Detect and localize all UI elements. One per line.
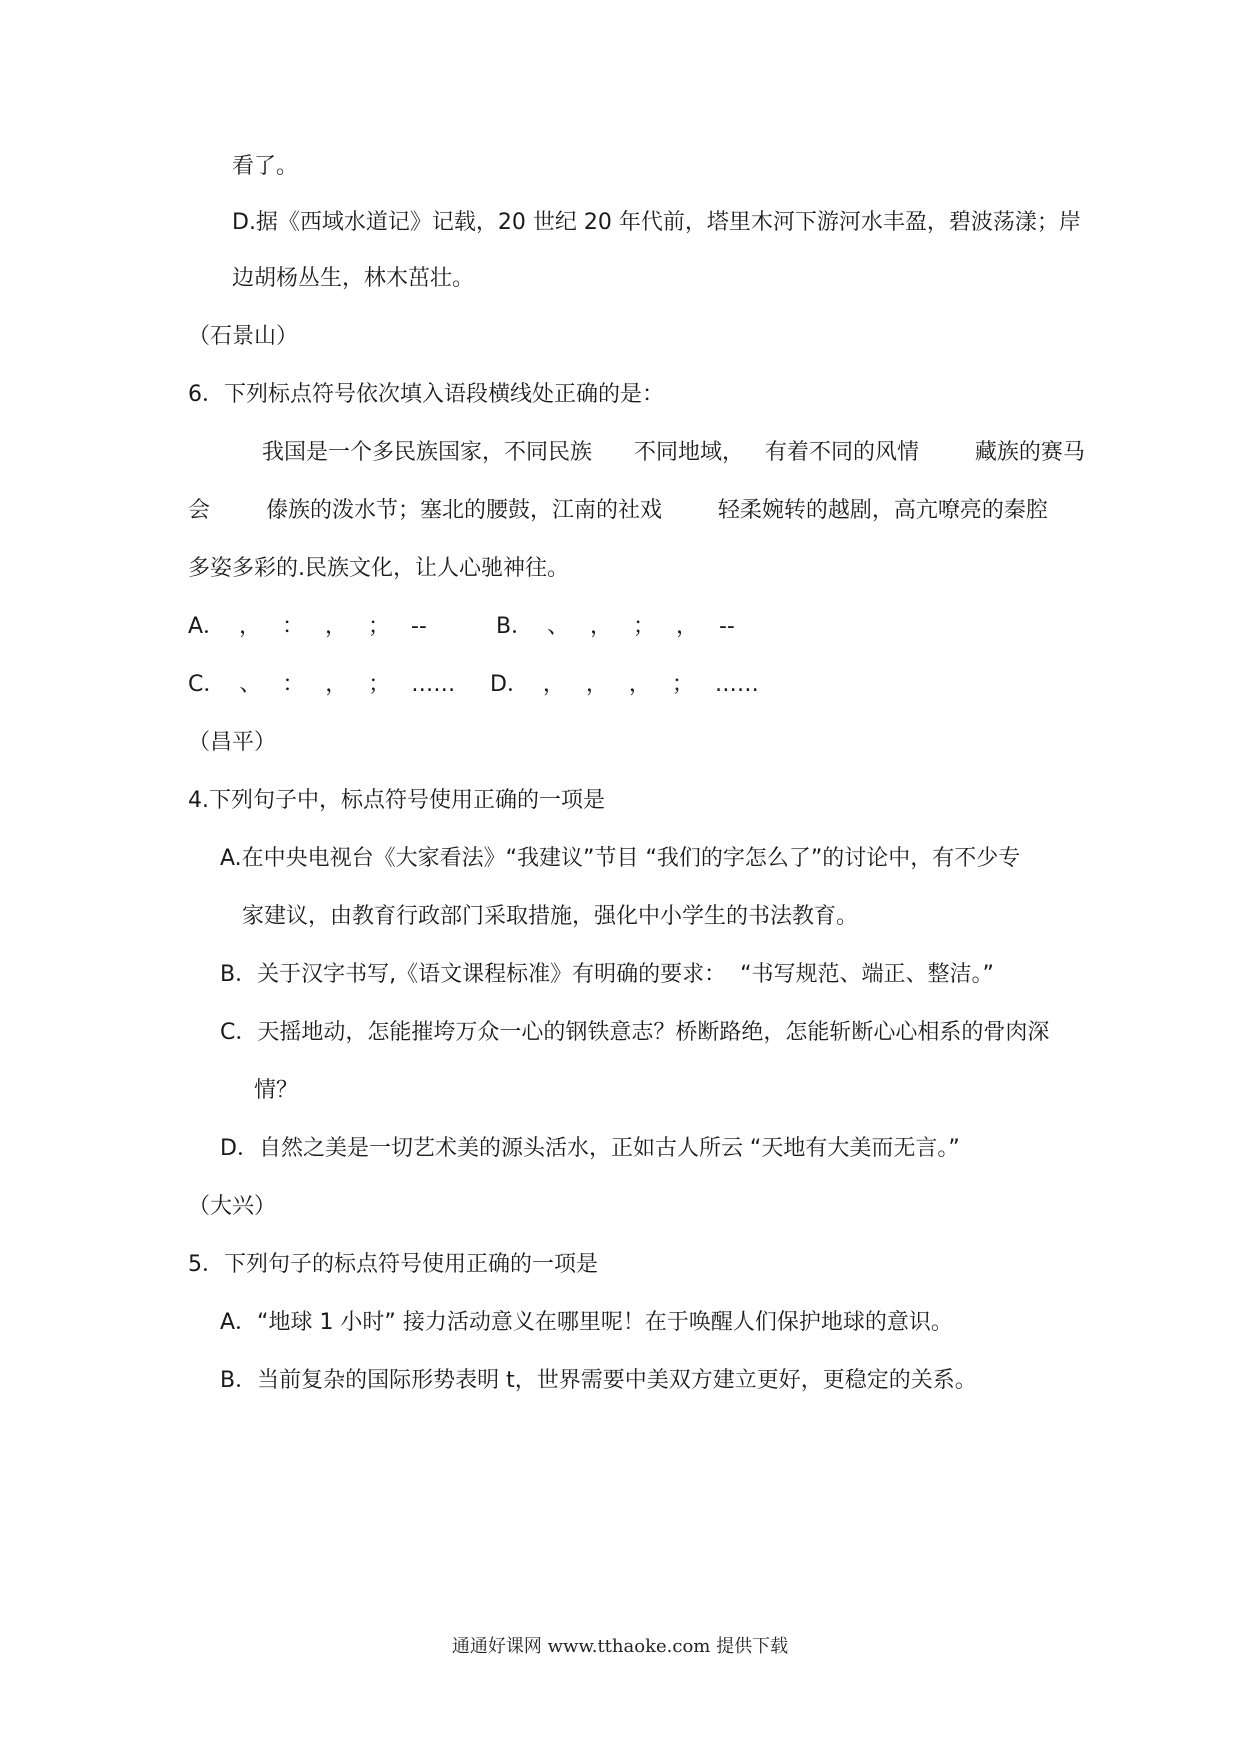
- source-label: （昌平）: [188, 730, 277, 755]
- option-b: B． 、 ， ； ， --: [496, 614, 735, 639]
- question-title: 6．下列标点符号依次填入语段横线处正确的是：: [188, 382, 664, 407]
- source-label: （大兴）: [188, 1194, 277, 1219]
- option-d-text: D.据《西域水道记》记载，20 世纪 20 年代前，塔里木河下游河水丰盈，碧波荡漾；岸: [232, 210, 1081, 235]
- option-c: C． 、 ： ， ； ……: [188, 672, 456, 697]
- text-line: 边胡杨丛生，林木茁壮。: [232, 266, 475, 291]
- option-c: C．天摇地动，怎能摧垮万众一心的钢铁意志？桥断路绝，怎能斩断心心相系的骨肉深: [220, 1020, 1050, 1045]
- option-d: D． ， ， ， ； ……: [490, 672, 759, 697]
- option-b: B．关于汉字书写,《语文课程标准》有明确的要求： “书写规范、端正、整洁。”: [220, 962, 994, 987]
- option-b: B．当前复杂的国际形势表明 t，世界需要中美双方建立更好，更稳定的关系。: [220, 1368, 977, 1393]
- source-label: （石景山）: [188, 324, 299, 349]
- question-title: 5．下列句子的标点符号使用正确的一项是: [188, 1252, 598, 1277]
- option-a: A． ， ： ， ； --: [188, 614, 427, 639]
- passage-line: 我国是一个多民族国家，不同民族 不同地域， 有着不同的风情 藏族的赛马: [262, 440, 1085, 465]
- passage-line: 会 傣族的泼水节；塞北的腰鼓，江南的社戏 轻柔婉转的越剧，高亢嘹亮的秦腔: [188, 498, 1048, 523]
- option-a-continued: 家建议，由教育行政部门采取措施，强化中小学生的书法教育。: [242, 904, 859, 929]
- option-a: A．“地球 1 小时” 接力活动意义在哪里呢！在于唤醒人们保护地球的意识。: [220, 1310, 953, 1335]
- text-line: 看了。: [232, 154, 299, 179]
- option-d: D．自然之美是一切艺术美的源头活水，正如古人所云 “天地有大美而无言。”: [220, 1136, 960, 1161]
- page-footer: 通通好课网 www.tthaoke.com 提供下载: [451, 1636, 789, 1657]
- option-a: A.在中央电视台《大家看法》“我建议”节目 “我们的字怎么了”的讨论中，有不少专: [220, 846, 1021, 871]
- option-c-continued: 情？: [254, 1078, 299, 1103]
- passage-line: 多姿多彩的.民族文化，让人心驰神往。: [188, 556, 569, 581]
- question-title: 4.下列句子中，标点符号使用正确的一项是: [188, 788, 605, 813]
